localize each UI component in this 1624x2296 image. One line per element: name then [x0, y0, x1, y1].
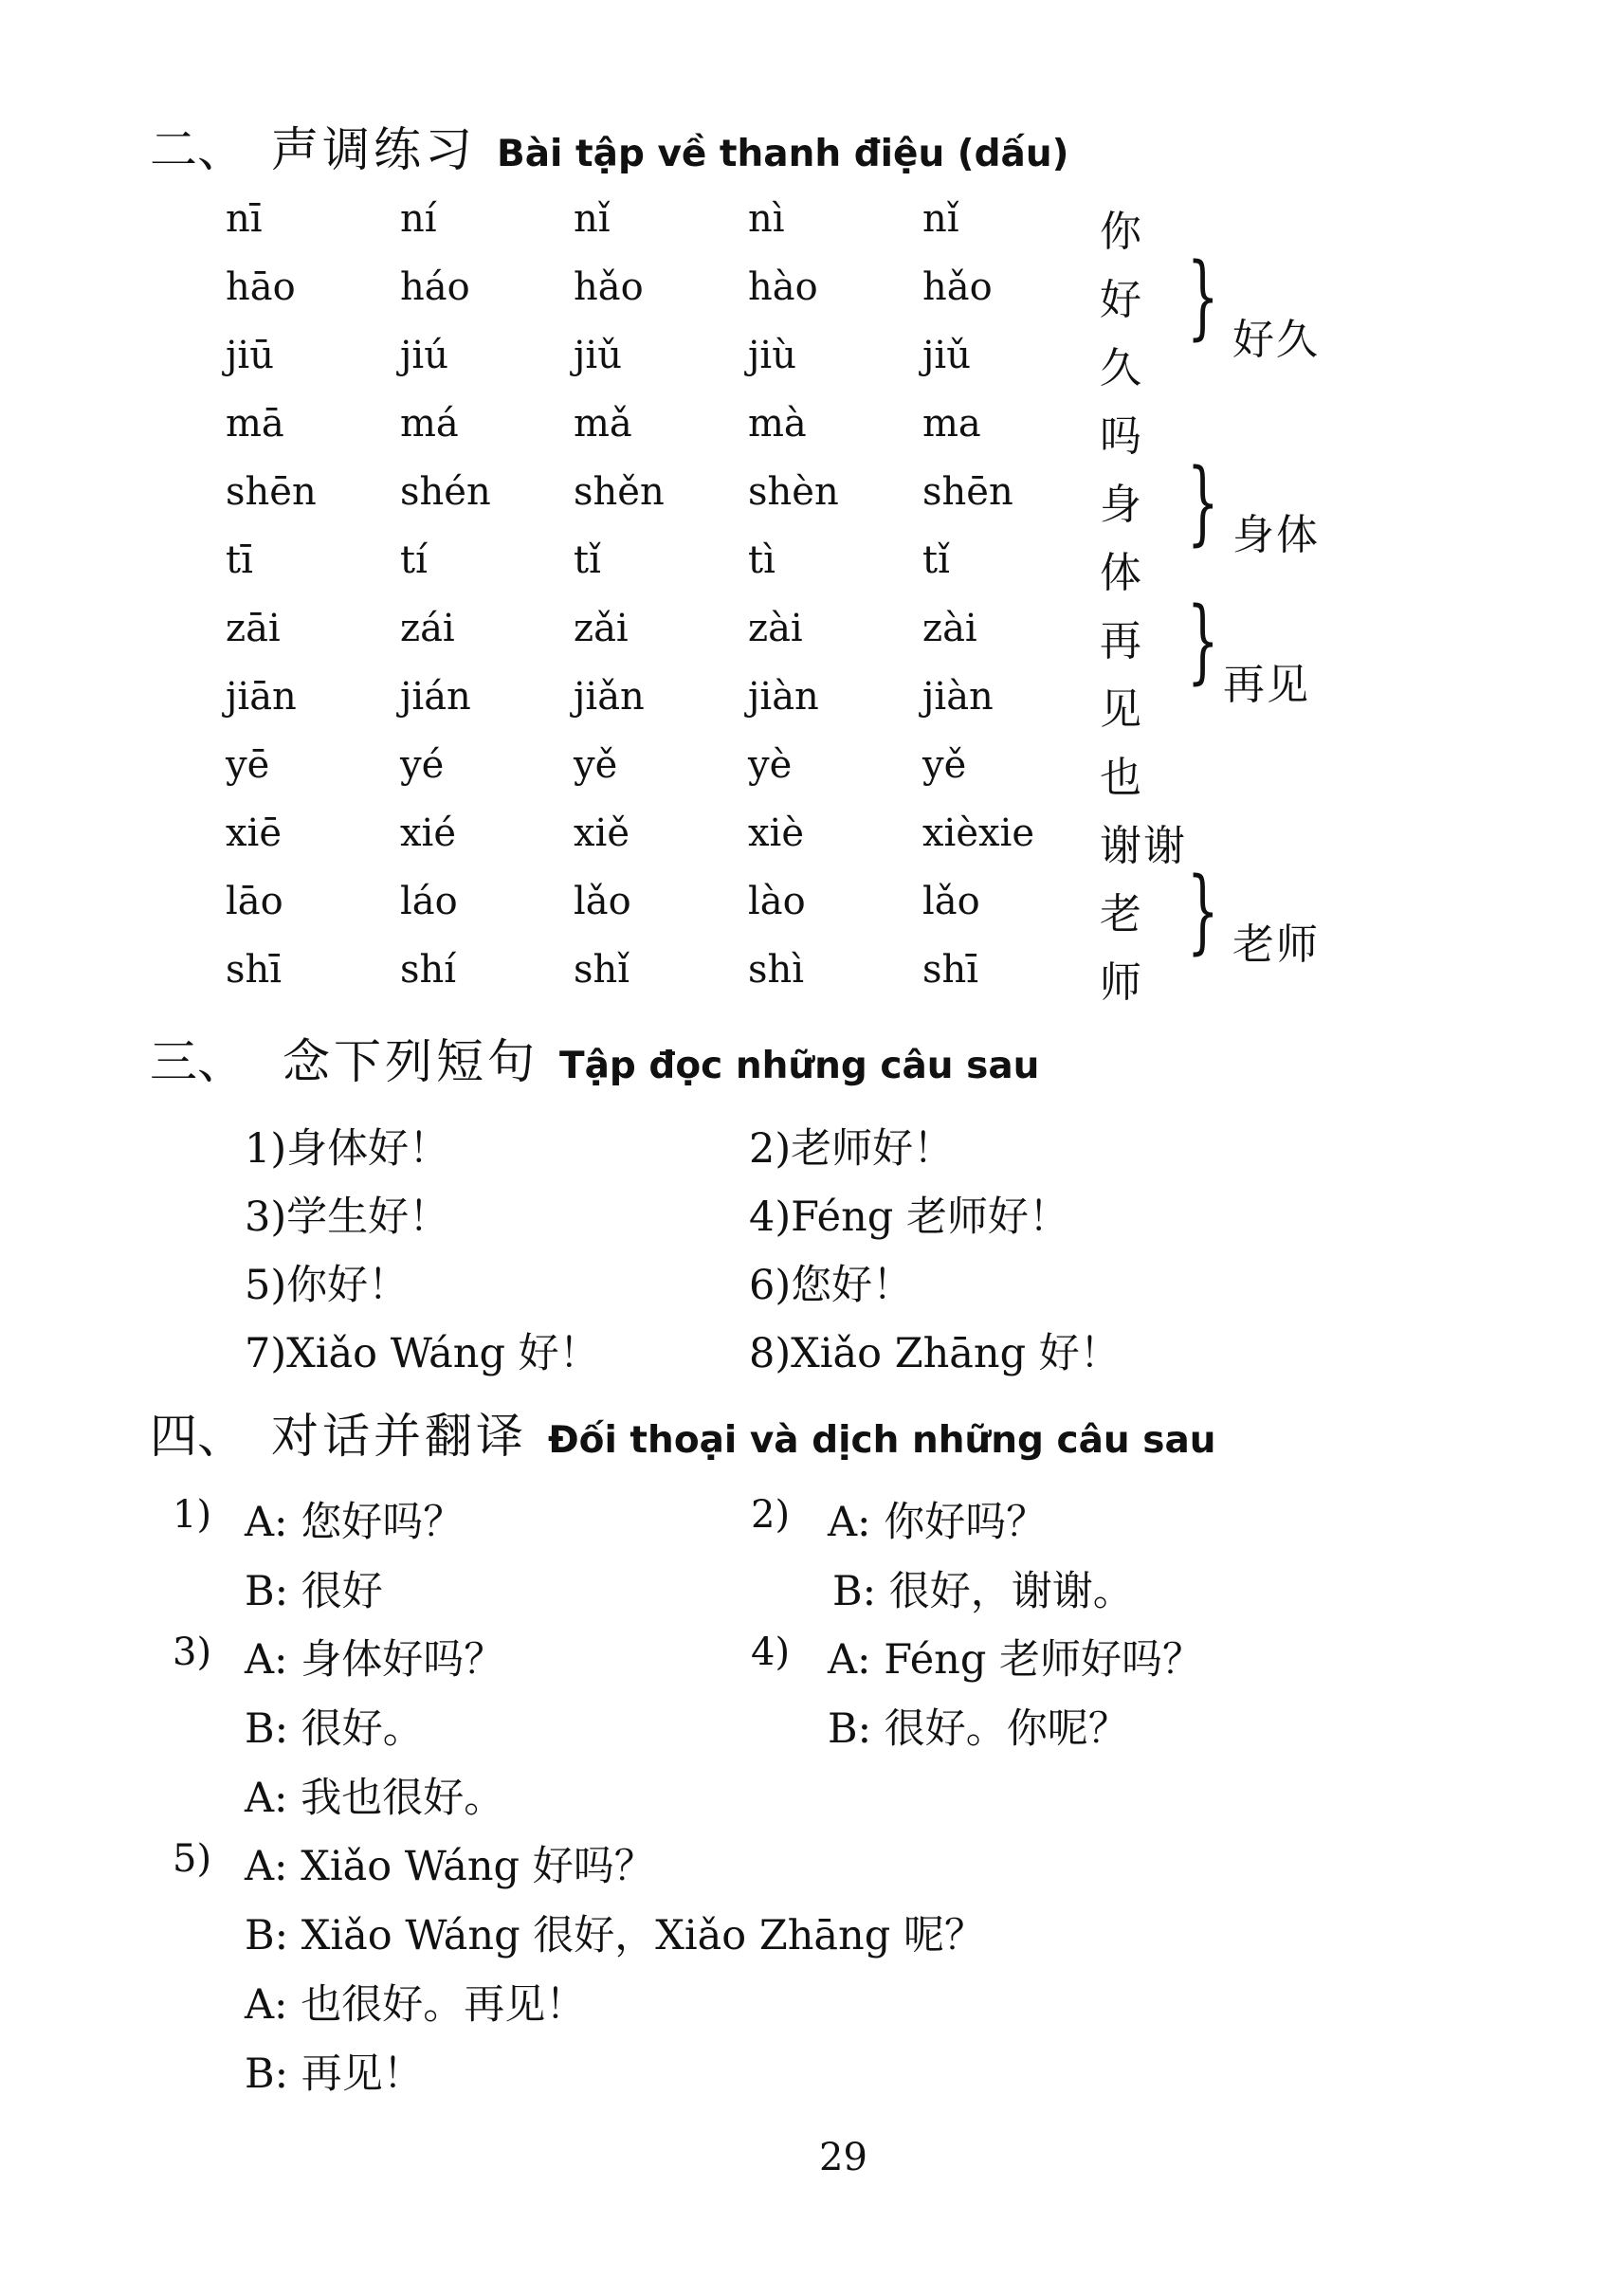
tone-cell: jiū: [226, 334, 274, 377]
tone-cell: zài: [922, 607, 977, 650]
tone-character: 吗: [1100, 412, 1143, 461]
tone-character: 久: [1100, 344, 1143, 392]
group-word: 身体: [1232, 511, 1320, 559]
section-2-title-zh: 声调练习: [271, 122, 476, 177]
dialog-line: A: 也很好。再见！: [245, 1981, 587, 2029]
tone-cell: xiè: [748, 811, 805, 855]
tone-character: 你: [1100, 208, 1143, 256]
tone-cell: lāo: [226, 880, 283, 923]
tone-cell: yě: [922, 743, 967, 787]
sentence-item: 7)Xiǎo Wáng 好！: [245, 1330, 600, 1377]
tone-cell: mā: [226, 402, 284, 446]
section-4-title-zh: 对话并翻译: [271, 1409, 527, 1464]
tone-cell: jiù: [748, 334, 796, 377]
tone-character: 见: [1100, 685, 1143, 734]
tone-cell: shǐ: [574, 948, 630, 992]
tone-cell: háo: [400, 265, 470, 309]
tone-character: 谢谢: [1100, 822, 1187, 870]
sentence-item: 2)老师好！: [749, 1125, 955, 1173]
tone-cell: zài: [748, 607, 803, 650]
sentence-item: 8)Xiǎo Zhāng 好！: [749, 1330, 1121, 1377]
tone-cell: xiē: [226, 811, 283, 855]
tone-cell: mà: [748, 402, 807, 446]
brace-icon: }: [1187, 858, 1219, 964]
section-2-heading: [150, 112, 1068, 188]
sentence-item: 6)您好！: [749, 1262, 914, 1309]
tone-cell: má: [400, 402, 459, 446]
tone-cell: jiǔ: [922, 334, 971, 377]
tone-cell: tǐ: [922, 538, 950, 582]
tone-character: 体: [1100, 549, 1143, 597]
section-4-title-vi: Đối thoại và dịch những câu sau: [548, 1419, 1216, 1462]
tone-cell: zāi: [226, 607, 281, 650]
dialog-line: A: 你好吗？: [828, 1499, 1048, 1546]
tone-cell: jiàn: [748, 675, 819, 719]
tone-cell: láo: [400, 880, 458, 923]
tone-cell: lǎo: [574, 880, 631, 923]
tone-cell: hào: [748, 265, 818, 309]
section-3-title-vi: Tập đọc những câu sau: [559, 1045, 1040, 1087]
tone-character: 也: [1100, 754, 1143, 802]
brace-icon: }: [1187, 449, 1219, 556]
dialog-number: 4): [751, 1631, 791, 1674]
tone-cell: mǎ: [574, 402, 632, 446]
dialog-line: A: Féng 老师好吗？: [828, 1636, 1204, 1684]
tone-character: 师: [1100, 958, 1143, 1007]
sentence-item: 4)Féng 老师好！: [749, 1194, 1069, 1241]
brace-icon: }: [1187, 588, 1219, 694]
tone-cell: shī: [922, 948, 979, 992]
section-3-title-zh: 念下列短句: [283, 1034, 538, 1089]
dialog-line: B: Xiǎo Wáng 很好，Xiǎo Zhāng 呢？: [245, 1912, 985, 1959]
section-3-number: 三、: [150, 1034, 245, 1089]
tone-cell: zái: [400, 607, 455, 650]
tone-cell: yé: [400, 743, 445, 787]
section-4-number: 四、: [150, 1409, 245, 1464]
dialog-line: A: 您好吗？: [245, 1499, 465, 1546]
tone-cell: ní: [400, 197, 437, 241]
tone-cell: shěn: [574, 470, 665, 514]
tone-character: 好: [1100, 276, 1143, 324]
tone-cell: nī: [226, 197, 263, 241]
section-3-heading: [150, 1024, 1039, 1100]
tone-cell: lào: [748, 880, 806, 923]
tone-cell: tí: [400, 538, 428, 582]
tone-cell: shì: [748, 948, 805, 992]
section-4-heading: [150, 1398, 1216, 1474]
tone-cell: jiǎn: [574, 675, 645, 719]
group-word: 老师: [1232, 920, 1320, 969]
tone-cell: jián: [400, 675, 471, 719]
tone-cell: nì: [748, 197, 785, 241]
tone-cell: xié: [400, 811, 457, 855]
tone-cell: yě: [574, 743, 618, 787]
tone-cell: tī: [226, 538, 253, 582]
dialog-number: 5): [173, 1837, 212, 1881]
tone-cell: shèn: [748, 470, 839, 514]
tone-cell: yē: [226, 743, 270, 787]
tone-cell: tǐ: [574, 538, 601, 582]
tone-cell: jiàn: [922, 675, 994, 719]
tone-cell: nǐ: [574, 197, 611, 241]
tone-cell: shēn: [922, 470, 1013, 514]
brace-icon: }: [1187, 244, 1219, 350]
group-word: 再见: [1223, 661, 1310, 709]
sentence-item: 1)身体好！: [245, 1125, 450, 1173]
tone-cell: tì: [748, 538, 776, 582]
dialog-line: A: 身体好吗？: [245, 1636, 505, 1684]
tone-cell: yè: [748, 743, 793, 787]
tone-cell: shī: [226, 948, 283, 992]
tone-cell: lǎo: [922, 880, 980, 923]
tone-cell: jiú: [400, 334, 448, 377]
tone-cell: xiě: [574, 811, 630, 855]
dialog-line: A: Xiǎo Wáng 好吗？: [245, 1843, 655, 1890]
tone-cell: hāo: [226, 265, 296, 309]
tone-cell: shēn: [226, 470, 317, 514]
dialog-line: B: 再见！: [245, 2050, 424, 2098]
dialog-line: A: 我也很好。: [245, 1775, 505, 1822]
tone-character: 身: [1100, 481, 1143, 529]
tone-cell: hǎo: [574, 265, 644, 309]
tone-cell: shén: [400, 470, 491, 514]
section-2-number: 二、: [150, 122, 245, 177]
dialog-number: 3): [173, 1631, 212, 1674]
dialog-line: B: 很好: [245, 1568, 383, 1615]
tone-cell: zǎi: [574, 607, 629, 650]
tone-cell: shí: [400, 948, 457, 992]
tone-cell: ma: [922, 402, 981, 446]
tone-cell: nǐ: [922, 197, 959, 241]
tone-character: 老: [1100, 890, 1143, 938]
page-number: 29: [819, 2136, 867, 2179]
tone-cell: hǎo: [922, 265, 993, 309]
sentence-item: 3)学生好！: [245, 1194, 450, 1241]
dialog-line: B: 很好，谢谢。: [832, 1568, 1134, 1615]
dialog-line: B: 很好。你呢？: [828, 1705, 1129, 1753]
tone-character: 再: [1100, 617, 1143, 665]
section-2-title-vi: Bài tập về thanh điệu (dấu): [497, 133, 1069, 175]
tone-cell: jiǔ: [574, 334, 622, 377]
dialog-number: 2): [751, 1493, 791, 1537]
tone-cell: jiān: [226, 675, 297, 719]
tone-cell: xièxie: [922, 811, 1035, 855]
dialog-line: B: 很好。: [245, 1705, 424, 1753]
dialog-number: 1): [173, 1493, 212, 1537]
group-word: 好久: [1232, 316, 1320, 364]
sentence-item: 5)你好！: [245, 1262, 410, 1309]
